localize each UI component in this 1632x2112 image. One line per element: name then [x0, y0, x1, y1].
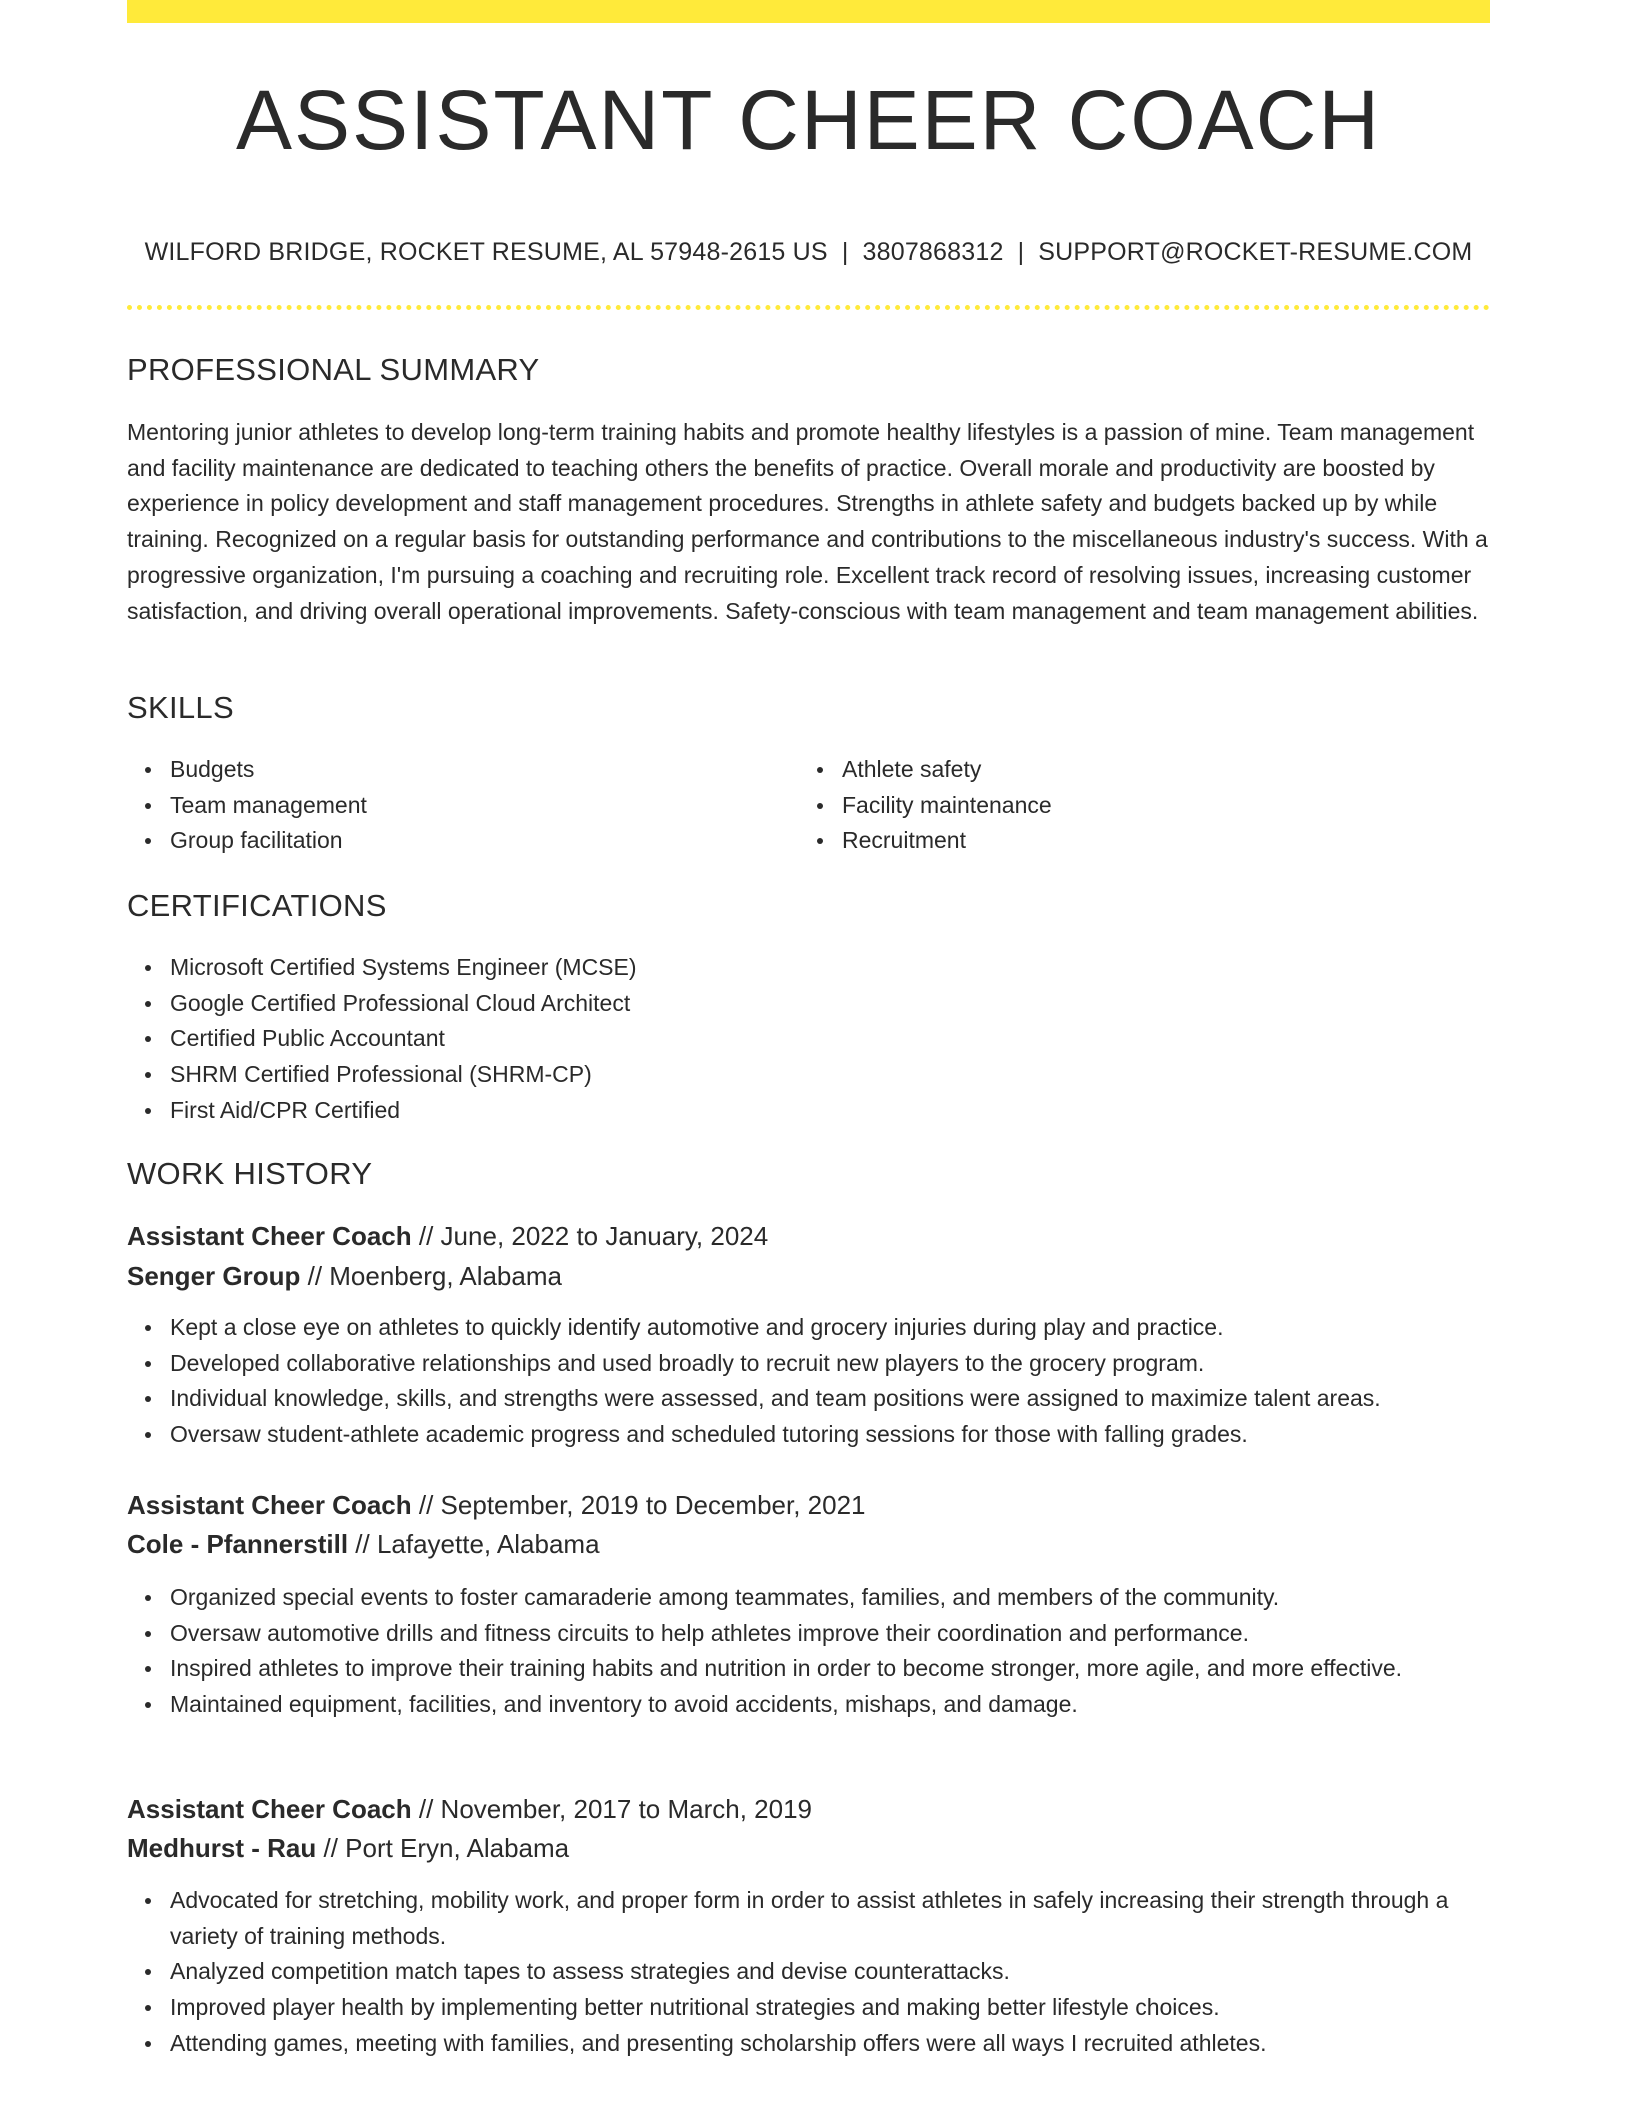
certification-item: Microsoft Certified Systems Engineer (MCSE) [127, 950, 1490, 986]
job-bullet: Developed collaborative relationships and used broadly to recruit new players to the grocery program. [127, 1346, 1490, 1382]
job-bullet: Organized special events to foster camaraderie among teammates, families, and members of the community. [127, 1580, 1490, 1616]
contact-separator: | [1017, 238, 1025, 266]
job-bullets [127, 1883, 1490, 2062]
job-dates: // September, 2019 to December, 2021 [418, 1490, 866, 1520]
contact-email: SUPPORT@ROCKET-RESUME.COM [1038, 238, 1473, 266]
job-dates: // June, 2022 to January, 2024 [418, 1221, 769, 1251]
job-company-line [127, 1263, 562, 1289]
job-title: Assistant Cheer Coach [127, 1490, 412, 1520]
certification-item: Google Certified Professional Cloud Architect [127, 986, 1490, 1022]
dotted-divider [127, 305, 1490, 310]
job-location: // Moenberg, Alabama [307, 1261, 562, 1291]
skill-item: Facility maintenance [799, 788, 1459, 824]
job-title-line [127, 1796, 812, 1822]
contact-address: WILFORD BRIDGE, ROCKET RESUME, AL 57948-2615 US [144, 238, 828, 266]
certification-item: SHRM Certified Professional (SHRM-CP) [127, 1057, 1490, 1093]
job-dates: // November, 2017 to March, 2019 [418, 1794, 813, 1824]
job-bullet: Inspired athletes to improve their training habits and nutrition in order to become stronger, more agile, and more effective. [127, 1651, 1490, 1687]
job-title: Assistant Cheer Coach [127, 1221, 412, 1251]
job-title: Assistant Cheer Coach [127, 1794, 412, 1824]
certifications-heading: CERTIFICATIONS [127, 888, 387, 923]
skills-list-left [127, 752, 787, 859]
resume-title: ASSISTANT CHEER COACH [235, 73, 1382, 167]
job-bullet: Oversaw student-athlete academic progress and scheduled tutoring sessions for those with falling grades. [127, 1417, 1490, 1453]
contact-separator: | [841, 238, 849, 266]
job-bullet: Attending games, meeting with families, and presenting scholarship offers were all ways I recruited athletes. [127, 2026, 1490, 2062]
skill-item: Team management [127, 788, 787, 824]
job-bullet: Kept a close eye on athletes to quickly identify automotive and grocery injuries during play and practice. [127, 1310, 1490, 1346]
job-title-line [127, 1492, 866, 1518]
certification-item: Certified Public Accountant [127, 1021, 1490, 1057]
skill-item: Recruitment [799, 823, 1459, 859]
job-company-line [127, 1531, 600, 1557]
job-company: Senger Group [127, 1261, 301, 1291]
job-bullet: Advocated for stretching, mobility work, and proper form in order to assist athletes in safely increasing their strength through a variety of training methods. [127, 1883, 1490, 1954]
summary-heading: PROFESSIONAL SUMMARY [127, 352, 540, 387]
skills-heading: SKILLS [127, 690, 234, 725]
job-location: // Lafayette, Alabama [355, 1529, 600, 1559]
skill-item: Group facilitation [127, 823, 787, 859]
skill-item: Athlete safety [799, 752, 1459, 788]
certification-item: First Aid/CPR Certified [127, 1093, 1490, 1129]
job-bullets [127, 1310, 1490, 1453]
summary-text: Mentoring junior athletes to develop long-term training habits and promote healthy lifestyles is a passion of mine. Team management and facility maintenance are dedicated to teaching others the benefits of practice. Overall morale and productivity are boosted by experience in policy development and staff management procedures. Strengths in athlete safety and budgets backed up by while training. Recognized on a regular basis for outstanding performance and contributions to the miscellaneous industry's success. With a progressive organization, I'm pursuing a coaching and recruiting role. Excellent track record of resolving issues, increasing customer satisfaction, and driving overall operational improvements. Safety-conscious with team management and team management abilities. [127, 419, 1488, 624]
skills-list-right [799, 752, 1459, 859]
job-bullet: Analyzed competition match tapes to assess strategies and devise counterattacks. [127, 1954, 1490, 1990]
job-location: // Port Eryn, Alabama [323, 1833, 570, 1863]
job-bullet: Oversaw automotive drills and fitness circuits to help athletes improve their coordination and performance. [127, 1616, 1490, 1652]
contact-phone: 3807868312 [862, 238, 1004, 266]
job-company-line [127, 1835, 569, 1861]
job-bullet: Individual knowledge, skills, and strengths were assessed, and team positions were assigned to maximize talent areas. [127, 1381, 1490, 1417]
certifications-list [127, 950, 1490, 1129]
skill-item: Budgets [127, 752, 787, 788]
job-bullet: Improved player health by implementing better nutritional strategies and making better lifestyle choices. [127, 1990, 1490, 2026]
job-company: Cole - Pfannerstill [127, 1529, 349, 1559]
job-title-line [127, 1223, 768, 1249]
job-bullets [127, 1580, 1490, 1723]
job-bullet: Maintained equipment, facilities, and inventory to avoid accidents, mishaps, and damage. [127, 1687, 1490, 1723]
accent-top-bar [127, 0, 1490, 23]
contact-line [127, 238, 1490, 267]
job-company: Medhurst - Rau [127, 1833, 317, 1863]
work-history-heading: WORK HISTORY [127, 1156, 373, 1191]
